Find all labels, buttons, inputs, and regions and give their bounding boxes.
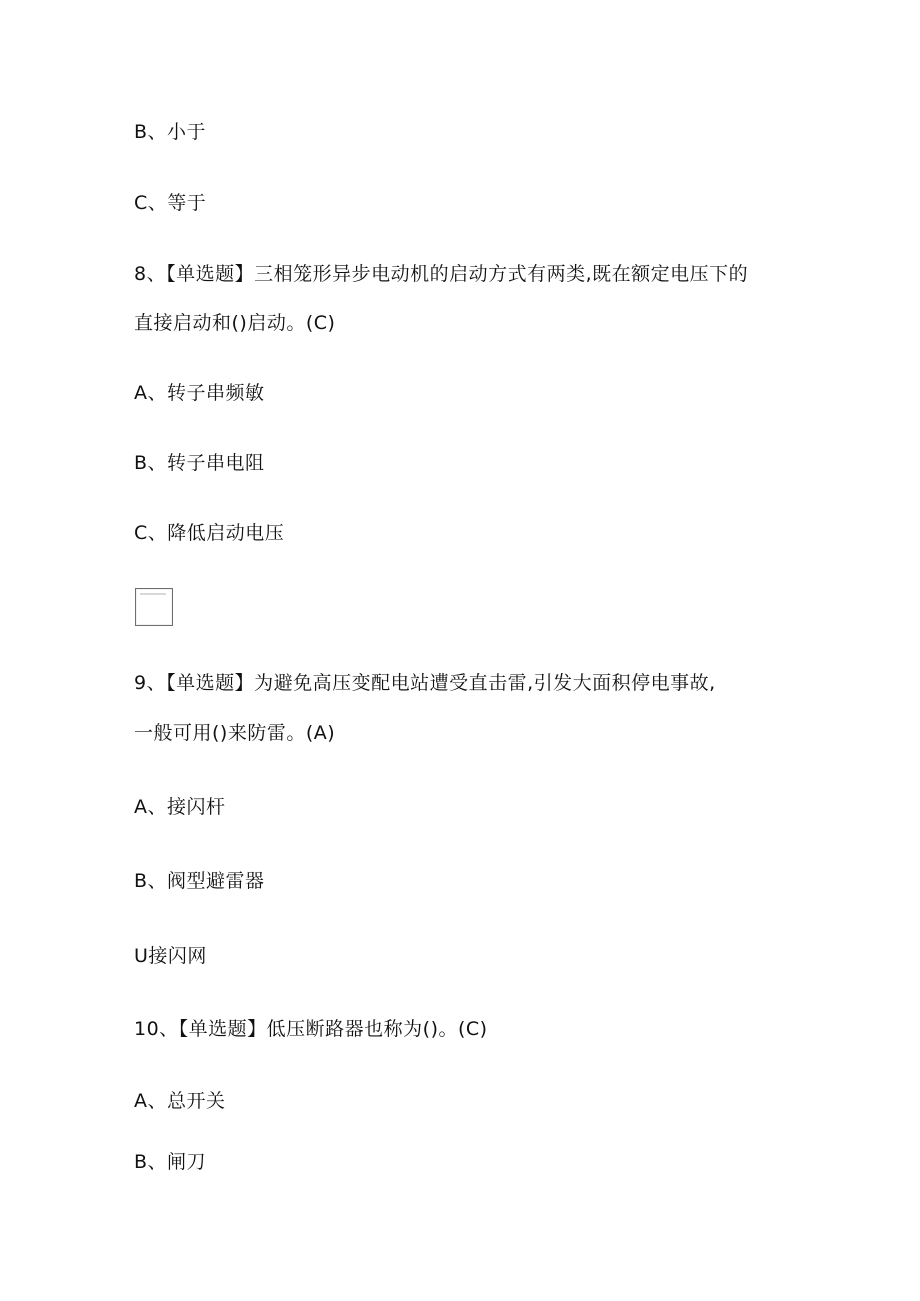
thumbnail-image [135,588,173,626]
option-9c: U接闪网 [134,945,207,967]
option-8b: B、转子串电阻 [134,452,265,474]
thumbnail-bar [140,593,166,595]
option-9b: B、阀型避雷器 [134,870,265,892]
option-8a: A、转子串频敏 [134,382,265,404]
question-8-line-2: 直接启动和()启动。(C) [134,312,336,334]
question-9-line-1: 9、【单选题】为避免高压变配电站遭受直击雷,引发大面积停电事故, [134,672,716,694]
question-9-line-2: 一般可用()来防雷。(A) [134,722,336,744]
option-9a: A、接闪杆 [134,796,226,818]
option-7b: B、小于 [134,121,207,143]
option-10b: B、闸刀 [134,1151,207,1173]
option-10a: A、总开关 [134,1090,226,1112]
option-8c: C、降低启动电压 [134,522,285,544]
question-8-line-1: 8、【单选题】三相笼形异步电动机的启动方式有两类,既在额定电压下的 [134,263,749,285]
question-10: 10、【单选题】低压断路器也称为()。(C) [134,1018,488,1040]
option-7c: C、等于 [134,192,207,214]
